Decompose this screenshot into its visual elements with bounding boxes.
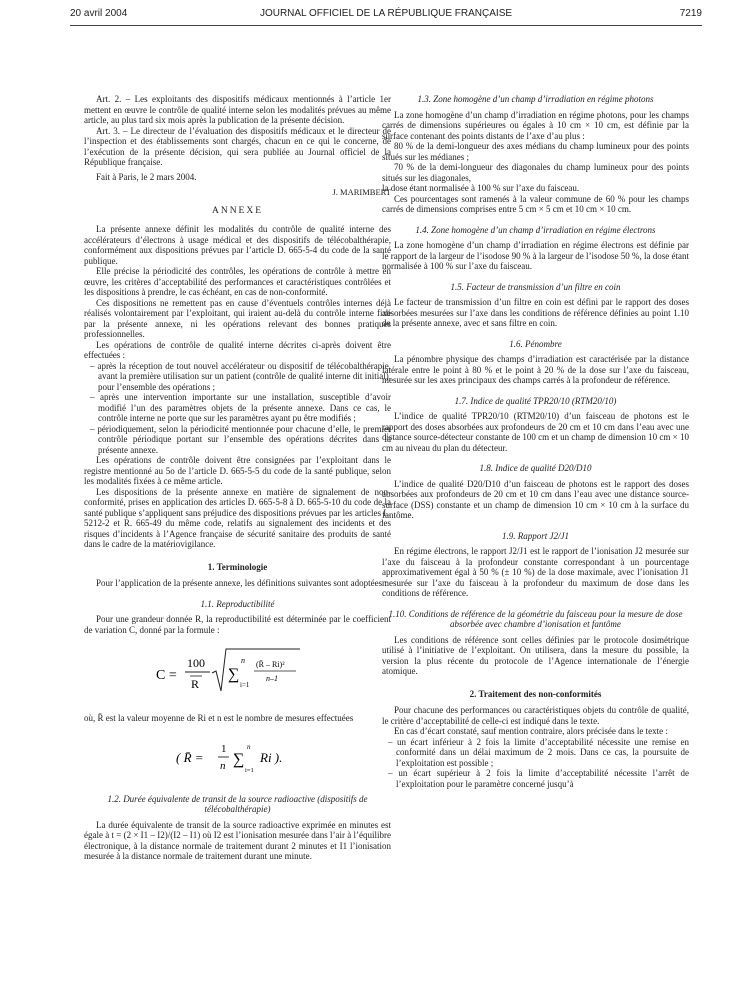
formula-where: où, R̄ est la valeur moyenne de Ri et n est le nombre de mesures effectuées xyxy=(84,713,354,723)
formula2-lhs: ( R̄ = xyxy=(176,749,204,765)
right-column xyxy=(382,94,689,789)
formula-denominator: n–1 xyxy=(266,674,278,683)
formula-sigma: ∑ xyxy=(228,666,240,683)
subsection-1-9-text: En régime électrons, le rapport J2/J1 est le rapport de l’ionisation J2 mesurée sur l’axe du faisceau à la profondeur constante correspondant à un pourcentage approximativement égal à 50 % (± 10 %) de la dose maximale, avec l’ionisation J1 mesurée sur l’axe du faisceau à la profondeur du maximum de dose dans les conditions de référence. xyxy=(382,546,689,598)
subsection-1-10-text: Les conditions de référence sont celles définies par le protocole dosimétrique utilisé à l’initiative de l’exploitant. On utilisera, dans la mesure du possible, la version la plus récente du protocole de l’Agence internationale de l’énergie atomique. xyxy=(382,634,689,676)
section-1-intro: Pour l’application de la présente annexe, les définitions suivantes sont adoptées : xyxy=(96,578,387,588)
subsection-1-7-heading: 1.7. Indice de qualité TPR20/10 (RTM20/10) xyxy=(454,395,617,406)
subsection-1-3-p5: Ces pourcentages sont ramenés à la valeur commune de 60 % pour les champs carrés de dimensions comprises entre 5 cm × 5 cm et 10 cm × 10 cm. xyxy=(382,193,689,214)
subsection-1-3-p2: 80 % de la demi-longueur des axes médians du champ lumineux pour des points situés sur les médianes ; xyxy=(382,141,689,162)
subsection-1-4-heading: 1.4. Zone homogène d’un champ d’irradiation en régime électrons xyxy=(415,224,656,235)
formula-hundred: 100 xyxy=(187,656,205,670)
subsection-1-10-heading: 1.10. Conditions de référence de la géométrie du faisceau pour la mesure de dose absorbée avec chambre d’ionisation et fantôme xyxy=(388,608,683,629)
formula2-sum-upper: n xyxy=(247,742,251,751)
formula-r-bar: R xyxy=(191,677,200,691)
subsection-1-7-text: L’indice de qualité TPR20/10 (RTM20/10) d’un faisceau de photons est le rapport des doses absorbées aux profondeurs de 20 cm et 10 cm dans l’eau avec une distance source-détecteur constante de 100 cm et un champ de dimension 10 cm × 10 cm au niveau du plan du détecteur. xyxy=(382,411,689,453)
subsection-1-2-text: La durée équivalente de transit de la source radioactive exprimée en minutes est égale à t = (2 × I1 – I2)/(I2 – I1) où I2 est l’ionisation mesurée dans l’air à l’équilibre électronique, à la distance normale de traitement durant 2 minutes et I1 l’ionisation mesurée à la distance normale de traitement durant une minute. xyxy=(84,819,391,861)
formula2-rhs: Ri ). xyxy=(260,749,283,765)
subsection-1-8-heading: 1.8. Indice de qualité D20/D10 xyxy=(479,463,592,473)
subsection-1-1-heading: 1.1. Reproductibilité xyxy=(200,598,275,609)
formula-radical xyxy=(212,649,300,691)
subsection-1-1-text: Pour une grandeur donnée R, la reproductibilité est déterminée par le coefficient de variation C, donné par la formule : xyxy=(84,614,391,635)
annexe-paragraph-3: Ces dispositions ne remettent pas en cause d’éventuels contrôles internes déjà réalisés volontairement par l’exploitant, qui iraient au-delà du contrôle interne fixé par la présente annexe, ni les opérations relevant des bonnes pratiques professionnelles. xyxy=(84,297,391,339)
section-2-p2: En cas d’écart constaté, sauf mention contraire, alors précisée dans le texte : xyxy=(394,726,668,736)
formula-sum-upper: n xyxy=(241,656,245,665)
mean-value-formula xyxy=(84,732,391,784)
fait-a-paris: Fait à Paris, le 2 mars 2004. xyxy=(96,171,197,182)
header-title: JOURNAL OFFICIEL DE LA RÉPUBLIQUE FRANÇAISE xyxy=(259,8,513,19)
subsection-1-6-heading: 1.6. Pénombre xyxy=(509,338,562,349)
bullet-2: – après une intervention importante sur une installation, susceptible d’avoir modifié l’un des paramètres objets de la présente annexe. Dans ce cas, le contrôle interne ne porte que sur les paramètres ayant pu être modifiés ; xyxy=(90,392,391,423)
header-rule xyxy=(70,25,702,26)
article-2: Art. 2. – Les exploitants des dispositifs médicaux mentionnés à l’article 1er mettent en œuvre le contrôle de qualité interne selon les modalités prévues au même article, au plus tard six mois après la publication de la présente décision. xyxy=(84,94,391,125)
subsection-1-3-p1: La zone homogène d’un champ d’irradiation en régime photons, pour les champs carrés de dimensions supérieures ou égales à 10 cm × 10 cm, est définie par la surface contenant des points distants de l’axe d’au plus : xyxy=(382,109,689,141)
formula-c-label: C = xyxy=(156,668,177,683)
annexe-paragraph-2: Elle précise la périodicité des contrôles, les opérations de contrôle à mettre en œuvre, les critères d’acceptabilité des performances et caractéristiques contrôlées et les dispositions à prendre, le cas échéant, en cas de non-conformité. xyxy=(84,266,391,297)
formula-numerator: (R̄ – Ri)² xyxy=(256,660,285,669)
annexe-paragraph-4: Les opérations de contrôle de qualité interne décrites ci-après doivent être effectuées : xyxy=(84,339,391,360)
page-header xyxy=(70,8,702,22)
subsection-1-3-heading: 1.3. Zone homogène d’un champ d’irradiation en régime photons xyxy=(417,94,654,104)
signature: J. MARIMBERT xyxy=(332,187,391,197)
section-1-heading: 1. Terminologie xyxy=(207,561,268,572)
article-3: Art. 3. – Le directeur de l’évaluation des dispositifs médicaux et le directeur de l’inspection et des établissements sont chargés, chacun en ce qui le concerne, de l’exécution de la présente décision, qui sera publiée au Journal officiel de la République française. xyxy=(84,125,391,167)
left-column xyxy=(84,94,391,862)
annexe-paragraph-1: La présente annexe définit les modalités du contrôle de qualité interne des accélérateurs d’électrons à usage médical et des dispositifs de télécobalthérapie, conformément aux dispositions prévues par l’article D. 665-5-4 du code de la santé publique. xyxy=(84,224,391,266)
bullet-1: – après la réception de tout nouvel accélérateur ou dispositif de télécobalthérapie, avant la première utilisation sur un patient (contrôle de qualité interne dit initial), pour l’ensemble des opérations ; xyxy=(90,360,391,392)
section-2-heading: 2. Traitement des non-conformités xyxy=(469,688,602,699)
subsection-1-5-text: Le facteur de transmission d’un filtre en coin est défini par le rapport des doses absorbées mesurées sur l’axe dans les conditions de référence définies au point 1.10 de la présente annexe, avec et sans filtre en coin. xyxy=(382,297,689,328)
formula-sum-lower: i=1 xyxy=(240,681,250,689)
formula2-sigma: ∑ xyxy=(233,750,245,768)
section-2-bullet-1: – un écart inférieur à 2 fois la limite d’acceptabilité nécessite une remise en conformité dans un délai maximum de 2 mois. Dans ce cas, la poursuite de l’exploitation est possible ; xyxy=(388,736,689,768)
header-page-number: 7219 xyxy=(679,8,702,19)
section-2-bullet-2: – un écart supérieur à 2 fois la limite d’acceptabilité nécessite l’arrêt de l’exploitation pour le paramètre concerné jusqu’à xyxy=(388,768,689,789)
subsection-1-3-p3: 70 % de la demi-longueur des diagonales du champ lumineux pour des points situés sur les diagonales, xyxy=(382,162,689,183)
annexe-paragraph-6: Les dispositions de la présente annexe en matière de signalement de non-conformité, prises en application des articles D. 665-5-8 à D. 665-5-10 du code de la santé publique s’appliquent sans préjudice des dispositions prévues par les articles L. 5212-2 et R. 665-49 du même code, relatifs au signalement des incidents et des risques d’incidents à l’Agence française de sécurité sanitaire des produits de santé dans le cadre de la matériovigilance. xyxy=(84,486,391,549)
subsection-1-2-heading: 1.2. Durée équivalente de transit de la source radioactive (dispositifs de télécobalthérapie) xyxy=(107,793,368,814)
subsection-1-4-text: La zone homogène d’un champ d’irradiation en régime électrons est définie par le rapport de la largeur de l’isodose 90 % à la largeur de l’isodose 50 %, la dose étant normalisée à 100 % sur l’axe du faisceau. xyxy=(382,240,689,271)
bullet-3: – périodiquement, selon la périodicité mentionnée pour chacune d’elle, le premier contrôle périodique portant sur l’ensemble des opérations décrites dans la présente annexe. xyxy=(90,423,391,455)
formula2-sum-lower: i=1 xyxy=(245,766,254,774)
annexe-title: ANNEXE xyxy=(211,205,264,216)
section-2-p1: Pour chacune des performances ou caractéristiques objets du contrôle de qualité, le critère d’acceptabilité de celle-ci est indiqué dans le texte. xyxy=(382,705,689,726)
subsection-1-3-p4: la dose étant normalisée à 100 % sur l’axe du faisceau. xyxy=(382,183,580,193)
subsection-1-9-heading: 1.9. Rapport J2/J1 xyxy=(502,530,569,541)
annexe-paragraph-5: Les opérations de contrôle doivent être consignées par l’exploitant dans le registre mentionné au 5o de l’article D. 665-5-5 du code de la santé publique, selon les modalités fixées à ce même article. xyxy=(84,455,391,486)
coefficient-variation-formula xyxy=(84,643,391,705)
formula2-one: 1 xyxy=(221,742,227,755)
subsection-1-6-text: La pénombre physique des champs d’irradiation est caractérisée par la distance latérale entre le point à 80 % et le point à 20 % de la dose sur l’axe du faisceau, mesurée sur les axes principaux des champs carrés à la profondeur de référence. xyxy=(382,354,689,385)
header-date: 20 avril 2004 xyxy=(70,8,128,19)
formula2-n: n xyxy=(220,759,226,772)
subsection-1-8-text: L’indice de qualité D20/D10 d’un faisceau de photons est le rapport des doses absorbées aux profondeurs de 20 cm et 10 cm dans l’eau avec une distance source-surface (DSS) constante et un champ de dimension 10 cm × 10 cm à la surface du fantôme. xyxy=(382,478,689,520)
subsection-1-5-heading: 1.5. Facteur de transmission d’un filtre en coin xyxy=(450,281,621,292)
